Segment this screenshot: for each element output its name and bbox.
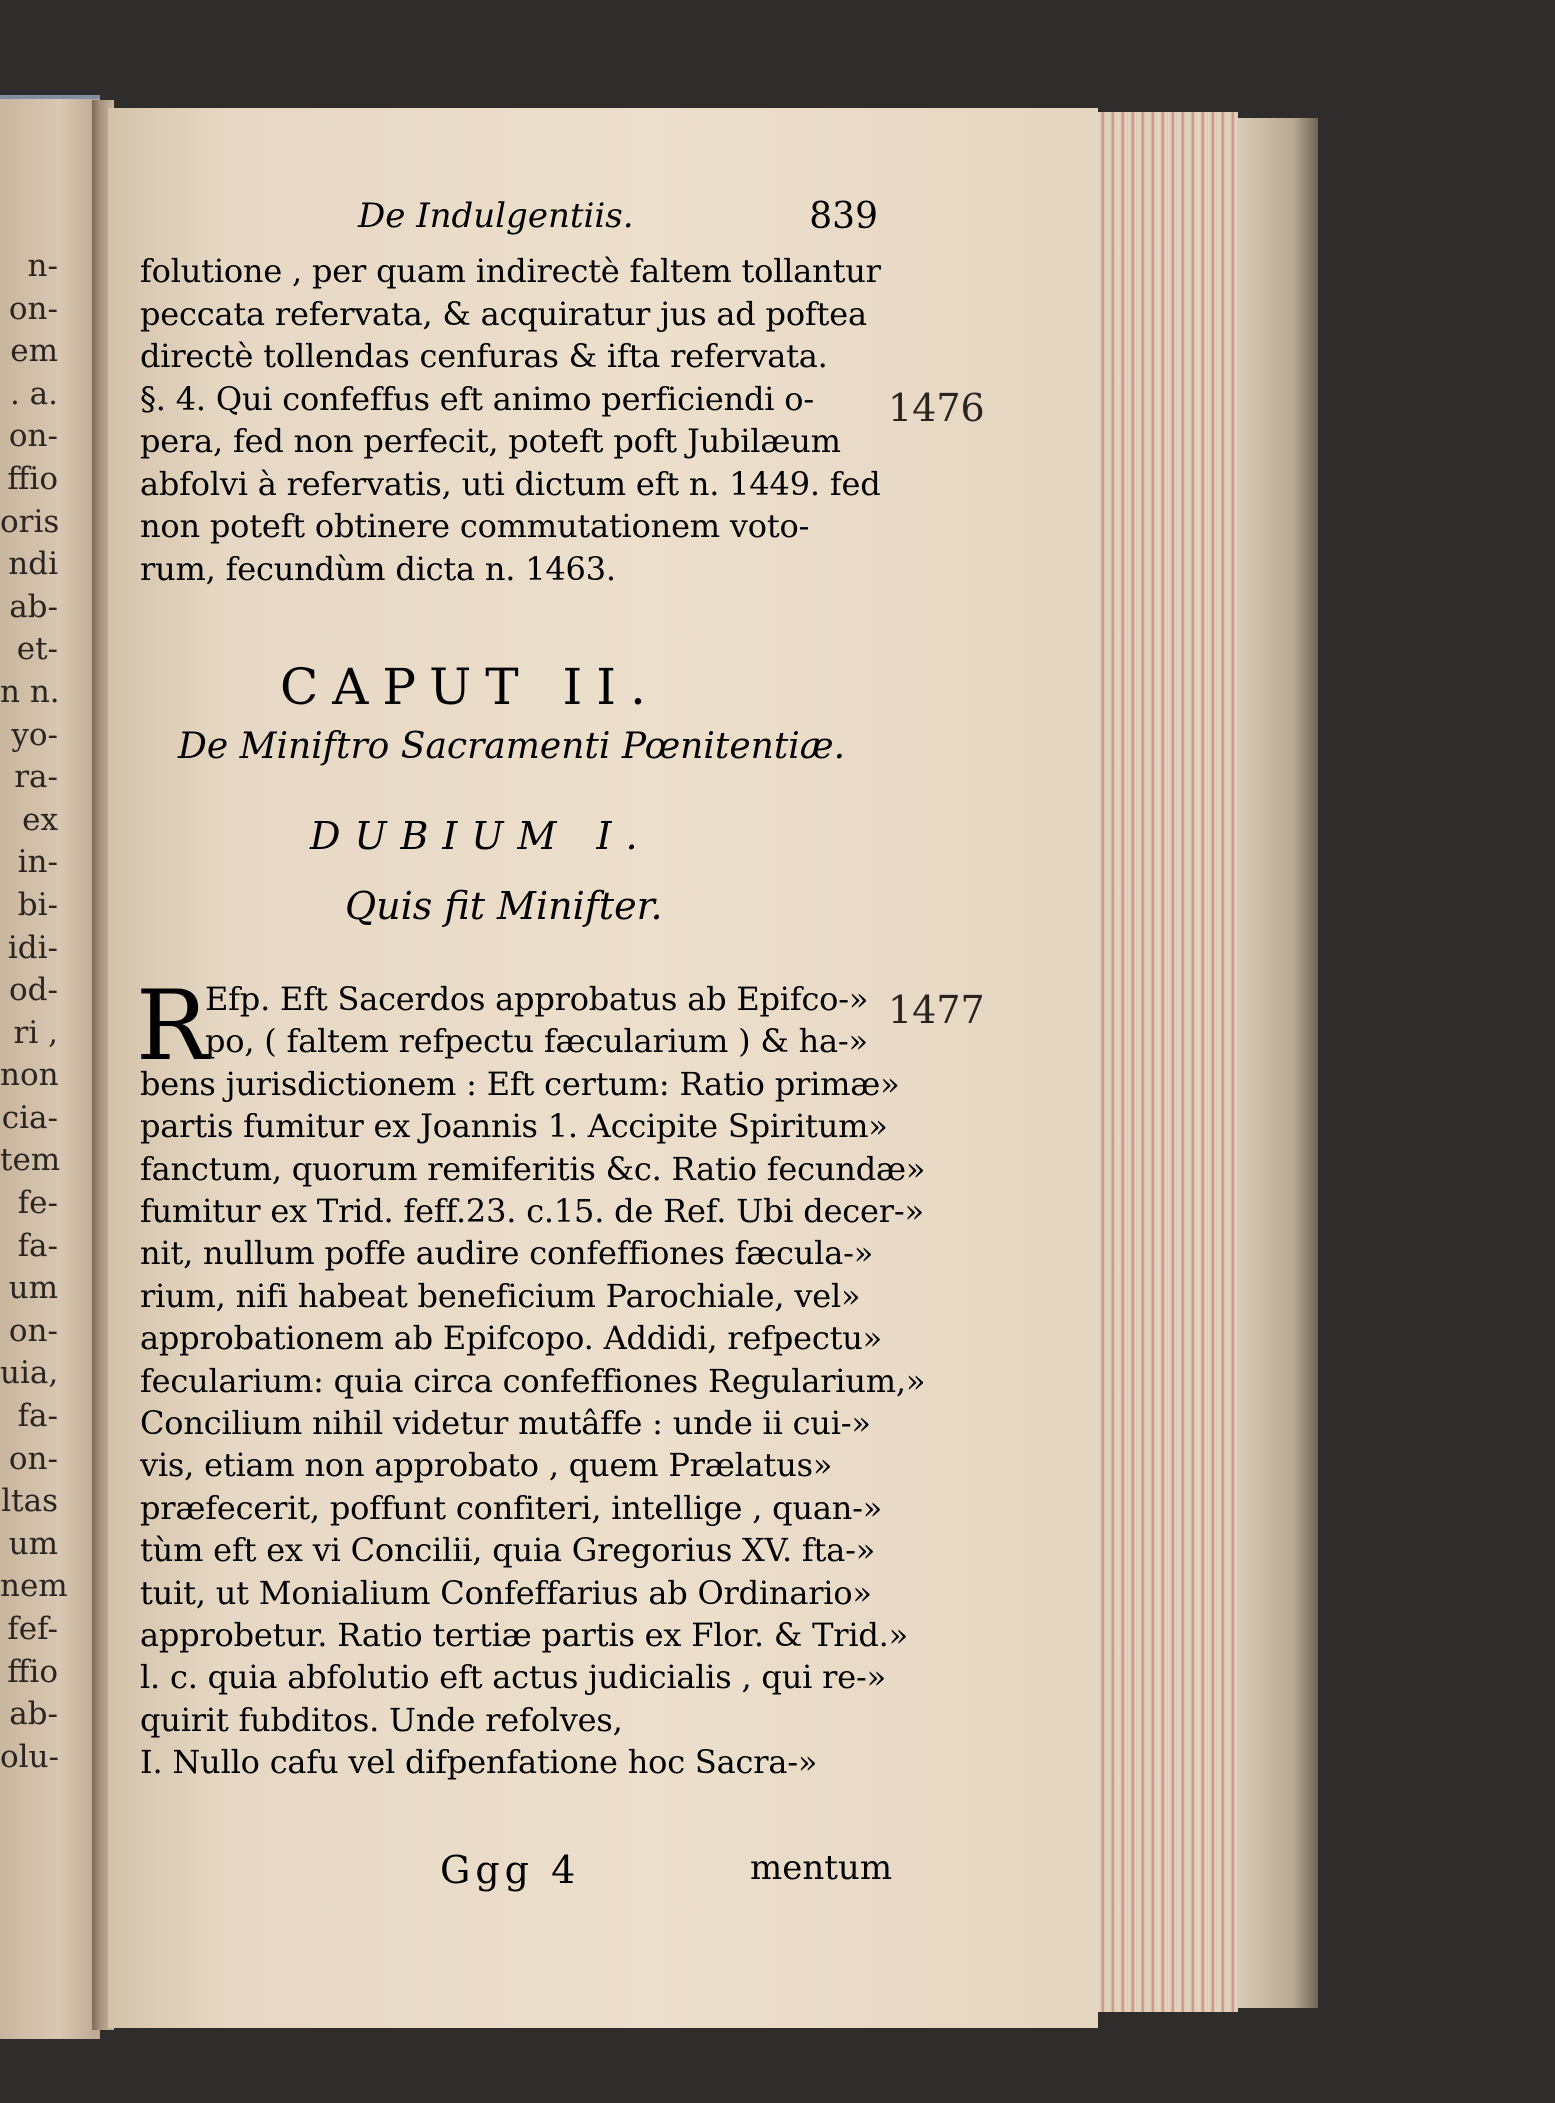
text-line: quirit fubditos. Unde refolves, xyxy=(140,1700,623,1739)
left-fragment: ab- xyxy=(9,588,58,625)
left-fragment: cia- xyxy=(1,1099,58,1136)
text-line: nit, nullum poffe audire confeffiones fæcula-» xyxy=(140,1234,874,1273)
text-line: rum, fecundùm dicta n. 1463. xyxy=(140,549,616,588)
text-line: fecularium: quia circa confeffiones Regularium,» xyxy=(140,1361,926,1400)
margin-number-1476: 1476 xyxy=(888,386,985,430)
left-fragment: ex xyxy=(22,801,58,838)
text-line: Efp. Eft Sacerdos approbatus ab Epifco-» xyxy=(205,980,869,1018)
text-line: I. Nullo cafu vel difpenfatione hoc Sacra-» xyxy=(140,1743,818,1782)
text-line: præfecerit, poffunt confiteri, intellige , quan-» xyxy=(140,1488,883,1527)
text-line: directè tollendas cenfuras & ifta refervata. xyxy=(140,337,828,375)
left-fragment: on- xyxy=(8,290,58,327)
left-fragment: fe- xyxy=(17,1185,58,1222)
text-line: bens jurisdictionem : Eft certum: Ratio primæ» xyxy=(140,1064,900,1103)
left-fragment: um xyxy=(8,1270,58,1307)
text-line: abfolvi à refervatis, uti dictum eft n. 1449. fed xyxy=(140,464,881,503)
left-fragment: oris xyxy=(0,503,60,540)
running-head xyxy=(218,196,878,242)
text-line: fanctum, quorum remiferitis &c. Ratio fecundæ» xyxy=(140,1149,926,1188)
text-line: pera, fed non perfecit, poteft poft Jubilæum xyxy=(140,422,841,460)
left-page-fragments xyxy=(0,245,68,1778)
left-fragment: olu- xyxy=(0,1738,60,1775)
left-fragment: yo- xyxy=(11,716,58,753)
page-number: 839 xyxy=(809,196,878,237)
text-line: approbetur. Ratio tertiæ partis ex Flor. & Trid.» xyxy=(140,1616,908,1654)
left-fragment: ffio xyxy=(7,460,58,497)
left-fragment: od- xyxy=(9,972,58,1009)
left-fragment: . a. xyxy=(9,375,58,412)
left-fragment: fa- xyxy=(17,1398,58,1435)
left-fragment: nem xyxy=(0,1568,68,1605)
dubium-subtitle: Quis fit Minifter. xyxy=(345,884,663,928)
left-fragment: ra- xyxy=(14,759,58,796)
left-fragment: fef- xyxy=(7,1611,58,1647)
text-line: l. c. quia abfolutio eft actus judicialis , qui re-» xyxy=(140,1658,886,1697)
left-fragment: on- xyxy=(8,1312,58,1349)
text-line: non poteft obtinere commutationem voto- xyxy=(140,507,810,545)
left-fragment: ffio xyxy=(7,1653,58,1690)
text-line: folutione , per quam indirectè faltem tollantur xyxy=(140,252,881,290)
text-line: Concilium nihil videtur mutâffe : unde ii cui-» xyxy=(140,1404,871,1442)
left-fragment: on- xyxy=(8,418,58,455)
text-line: §. 4. Qui confeffus eft animo perficiendi o- xyxy=(140,379,814,418)
text-line: peccata refervata, & acquiratur jus ad poftea xyxy=(140,294,867,333)
left-fragment: fa- xyxy=(17,1227,58,1264)
left-fragment: in- xyxy=(17,844,58,881)
text-line: approbationem ab Epifcopo. Addidi, refpectu» xyxy=(140,1319,883,1358)
left-fragment: bi- xyxy=(17,886,58,923)
page-edges xyxy=(1098,112,1238,2012)
left-fragment: ab- xyxy=(9,1696,58,1733)
signature-mark: Ggg 4 xyxy=(440,1848,581,1892)
left-fragment: on- xyxy=(8,1440,58,1477)
text-line: tuit, ut Monialium Confeffarius ab Ordinario» xyxy=(140,1573,872,1612)
text-line: fumitur ex Trid. feff.23. c.15. de Ref. Ubi decer-» xyxy=(140,1192,924,1230)
left-fragment: idi- xyxy=(7,929,58,966)
left-fragment: um xyxy=(8,1525,58,1562)
left-fragment: non xyxy=(0,1057,59,1094)
text-line: vis, etiam non approbato , quem Prælatus» xyxy=(140,1446,833,1485)
left-fragment: ri , xyxy=(13,1014,58,1051)
dubium-heading: DUBIUM I. xyxy=(310,814,652,858)
left-fragment: ndi xyxy=(8,546,58,583)
text-line: rium, nifi habeat beneficium Parochiale, vel» xyxy=(140,1276,861,1315)
left-fragment: em xyxy=(10,333,58,370)
text-line: po, ( faltem refpectu fæcularium ) & ha-» xyxy=(205,1022,868,1061)
running-head-title: De Indulgentiis. xyxy=(358,196,634,236)
chapter-heading: CAPUT II. xyxy=(280,658,660,716)
left-fragment: n- xyxy=(27,248,58,284)
drop-capital: R xyxy=(136,970,209,1082)
left-fragment: et- xyxy=(16,631,58,668)
text-line: tùm eft ex vi Concilii, quia Gregorius XV. fta-» xyxy=(140,1531,876,1570)
cover-edge xyxy=(1238,118,1318,2008)
left-fragment: uia, xyxy=(0,1355,59,1392)
catchword: mentum xyxy=(750,1848,893,1888)
left-fragment: ltas xyxy=(1,1483,58,1520)
left-fragment: tem xyxy=(0,1142,61,1179)
chapter-subtitle: De Miniftro Sacramenti Pœnitentiæ. xyxy=(178,726,846,767)
text-line: partis fumitur ex Joannis 1. Accipite Spiritum» xyxy=(140,1107,888,1146)
margin-number-1477: 1477 xyxy=(888,988,985,1032)
left-fragment: n n. xyxy=(0,673,60,710)
